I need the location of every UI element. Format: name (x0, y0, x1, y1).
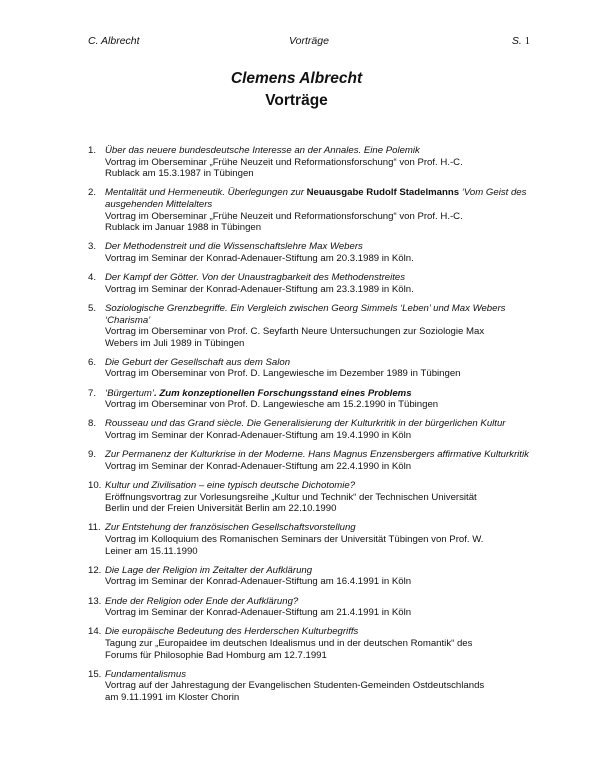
item-number: 9. (88, 449, 97, 461)
item-number: 4. (88, 272, 97, 284)
item-number: 3. (88, 241, 97, 253)
page-number: 1 (524, 36, 530, 47)
author-name: Clemens Albrecht (230, 70, 363, 87)
item-detail: Vortrag im Seminar der Konrad-Adenauer-Stiftung am 19.4.1990 in Köln (105, 430, 412, 442)
item-title: Ende der Religion oder Ende der Aufklärung? (105, 595, 299, 607)
item-detail: Vortrag im Oberseminar von Prof. C. Seyfarth Neure Untersuchungen zur Soziologie Max (105, 326, 485, 338)
item-title (105, 187, 530, 210)
item-title: Kultur und Zivilisation – eine typisch deutsche Dichotomie? (105, 480, 356, 491)
item-detail: Berlin und der Freien Universität Berlin am 22.10.1990 (105, 503, 337, 515)
page-header (88, 35, 530, 49)
item-title: Die Geburt der Gesellschaft aus dem Salon (105, 356, 291, 368)
header-section-title: Vorträge (289, 35, 329, 47)
item-detail: am 9.11.1991 im Kloster Chorin (105, 691, 240, 703)
item-detail: Rublack im Januar 1988 in Tübingen (105, 222, 262, 234)
item-number: 6. (88, 356, 97, 368)
header-page-number (512, 35, 530, 47)
lecture-item (88, 522, 530, 557)
lecture-item (88, 480, 530, 515)
item-number: 1. (88, 145, 97, 156)
item-detail: Vortrag im Kolloquium des Romanischen Seminars der Universität Tübingen von Prof. W. (105, 533, 484, 545)
item-number: 11. (88, 522, 101, 534)
lecture-item (88, 303, 530, 349)
item-number: 13. (88, 595, 102, 607)
item-title: Fundamentalismus (105, 668, 187, 680)
item-number: 2. (88, 187, 97, 199)
item-title: Soziologische Grenzbegriffe. Ein Vergleich zwischen Georg Simmels ‘Leben’ und Max Webers ‘Charisma’ (105, 302, 506, 326)
lecture-item (88, 145, 530, 180)
item-number: 5. (88, 302, 97, 314)
item-detail: Tagung zur „Europaidee im deutschen Idealismus und in der deutschen Romantik“ des (105, 637, 473, 649)
lecture-item (88, 418, 530, 441)
item-number: 7. (88, 387, 97, 399)
item-title: Zur Permanenz der Kulturkrise in der Moderne. Hans Magnus Enzensbergers affirmative Kulturkritik (105, 449, 529, 461)
item-title (105, 388, 530, 400)
item-number: 10. (88, 480, 102, 491)
item-detail: Webers im Juli 1989 in Tübingen (105, 337, 245, 349)
document-subtitle: Vorträge (265, 92, 328, 109)
item-detail: Rublack am 15.3.1987 in Tübingen (105, 168, 254, 180)
item-title: Zur Entstehung der französischen Gesellschaftsvorstellung (105, 522, 356, 534)
lecture-list (88, 145, 530, 711)
item-number: 14. (88, 626, 102, 638)
item-number: 8. (88, 418, 97, 430)
item-title: Der Methodenstreit und die Wissenschaftslehre Max Webers (105, 241, 363, 253)
lecture-item (88, 669, 530, 704)
item-title-part: . Zum konzeptionellen Forschungsstand eines Problems (154, 387, 412, 399)
item-detail: Vortrag auf der Jahrestagung der Evangelischen Studenten-Gemeinden Ostdeutschlands (105, 680, 485, 692)
header-author: C. Albrecht (88, 35, 140, 47)
item-title: Rousseau und das Grand siècle. Die Generalisierung der Kulturkritik in der bürgerlichen Kultur (105, 418, 506, 430)
item-detail: Vortrag im Seminar der Konrad-Adenauer-Stiftung am 21.4.1991 in Köln (105, 607, 412, 619)
item-title: Die europäische Bedeutung des Herderschen Kulturbegriffs (105, 626, 359, 638)
lecture-item (88, 187, 530, 233)
item-detail: Vortrag im Oberseminar „Frühe Neuzeit und Reformationsforschung“ von Prof. H.-C. (105, 210, 463, 222)
item-title: Die Lage der Religion im Zeitalter der Aufklärung (105, 564, 313, 576)
lecture-item (88, 596, 530, 619)
item-detail: Eröffnungsvortrag zur Vorlesungsreihe „Kultur und Technik“ der Technischen Universität (105, 491, 477, 503)
lecture-item (88, 565, 530, 588)
item-title-part: Neuausgabe Rudolf Stadelmanns (306, 187, 460, 199)
page-prefix: S. (511, 35, 522, 47)
lecture-item (88, 241, 530, 264)
item-detail: Leiner am 15.11.1990 (105, 545, 198, 557)
item-detail: Vortrag im Seminar der Konrad-Adenauer-Stiftung am 16.4.1991 in Köln (105, 576, 412, 588)
item-detail: Vortrag im Oberseminar von Prof. D. Langewiesche im Dezember 1989 in Tübingen (105, 368, 461, 380)
lecture-item (88, 449, 530, 472)
document-title (0, 68, 593, 112)
lecture-item (88, 626, 530, 661)
lecture-item (88, 388, 530, 411)
item-title-part: Mentalität und Hermeneutik. Überlegungen zur (105, 187, 307, 199)
item-detail: Vortrag im Seminar der Konrad-Adenauer-Stiftung am 20.3.1989 in Köln. (105, 252, 414, 264)
item-title-part: ‘Vom Geist des ausgehenden Mittelalters (105, 187, 527, 210)
item-detail: Vortrag im Seminar der Konrad-Adenauer-Stiftung am 22.4.1990 in Köln (105, 460, 412, 472)
item-title: Über das neuere bundesdeutsche Interesse an der Annales. Eine Polemik (105, 145, 420, 156)
item-number: 15. (88, 668, 102, 680)
item-detail: Vortrag im Oberseminar „Frühe Neuzeit und Reformationsforschung“ von Prof. H.-C. (105, 156, 463, 168)
item-detail: Vortrag im Oberseminar von Prof. D. Langewiesche am 15.2.1990 in Tübingen (105, 399, 439, 411)
item-detail: Vortrag im Seminar der Konrad-Adenauer-Stiftung am 23.3.1989 in Köln. (105, 283, 414, 295)
lecture-item (88, 357, 530, 380)
item-title: Der Kampf der Götter. Von der Unaustragbarkeit des Methodenstreites (105, 272, 406, 284)
item-detail: Forums für Philosophie Bad Homburg am 12.7.1991 (105, 649, 327, 661)
lecture-item (88, 272, 530, 295)
item-number: 12. (88, 564, 102, 576)
item-title-part: ‘Bürgertum’ (105, 387, 155, 399)
